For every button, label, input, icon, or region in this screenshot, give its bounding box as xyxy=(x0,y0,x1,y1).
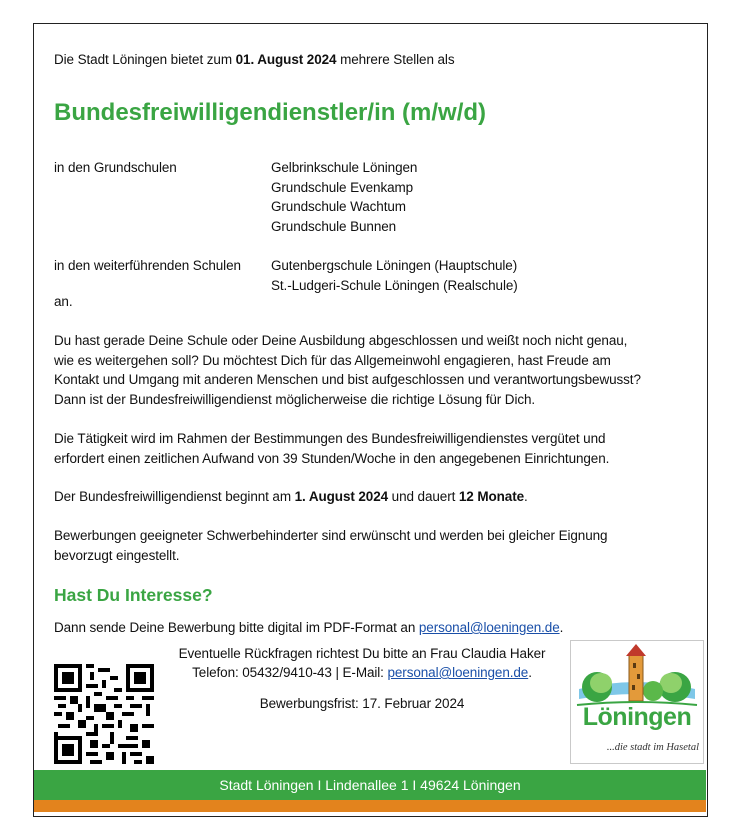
para1-line-2: wie es weitergehen soll? Du möchtest Dich für das Allgemeinwohl engagieren, hast Freude am xyxy=(54,352,611,368)
contact-text-end: . xyxy=(528,665,532,680)
weiterfuehrend-label: in den weiterführenden Schulen xyxy=(54,258,241,273)
para4-line-1: Bewerbungen geeigneter Schwerbehinderter sind erwünscht und werden bei gleicher Eignung xyxy=(54,528,608,543)
para4-line-2: bevorzugt eingestellt. xyxy=(54,547,180,563)
para3-text-middle: und dauert xyxy=(388,489,459,504)
contact-line-2 xyxy=(154,663,570,683)
apply-text: Dann sende Deine Bewerbung bitte digital im PDF-Format an xyxy=(54,620,419,635)
apply-line xyxy=(54,618,563,638)
para1-line-4: Dann ist der Bundesfreiwilligendienst möglicherweise die richtige Lösung für Dich. xyxy=(54,391,536,407)
para2-line-2: erfordert einen zeitlichen Aufwand von 39 Stunden/Woche in den angegebenen Einrichtungen. xyxy=(54,450,610,466)
weiterfuehrend-school-2: St.-Ludgeri-Schule Löningen (Realschule) xyxy=(271,277,518,293)
intro-line xyxy=(54,50,454,70)
intro-text: Die Stadt Löningen bietet zum xyxy=(54,52,236,67)
grundschulen-label: in den Grundschulen xyxy=(54,160,177,175)
interest-heading: Hast Du Interesse? xyxy=(54,585,213,605)
deadline: Bewerbungsfrist: 17. Februar 2024 xyxy=(259,696,465,711)
an-text: an. xyxy=(54,294,73,309)
qr-code[interactable] xyxy=(54,664,154,764)
para1-line-1: Du hast gerade Deine Schule oder Deine Ausbildung abgeschlossen und weißt noch nicht genau, xyxy=(54,333,628,348)
grundschule-4: Grundschule Bunnen xyxy=(271,218,397,234)
logo-tagline: ...die stadt im Hasetal xyxy=(606,742,699,753)
grundschule-3: Grundschule Wachtum xyxy=(271,199,406,214)
grundschule-1: Gelbrinkschule Löningen xyxy=(271,160,418,175)
intro-date: 01. August 2024 xyxy=(235,52,337,67)
job-posting-frame xyxy=(33,23,708,817)
apply-email-link[interactable]: personal@loeningen.de xyxy=(418,620,560,635)
contact-line-1: Eventuelle Rückfragen richtest Du bitte an Frau Claudia Haker xyxy=(178,646,546,661)
para3 xyxy=(54,487,528,507)
job-title: Bundesfreiwilligendienstler/in (m/w/d) xyxy=(54,99,487,126)
loeningen-logo xyxy=(570,640,704,764)
weiterfuehrend-school-1: Gutenbergschule Löningen (Hauptschule) xyxy=(271,258,518,273)
start-date: 1. August 2024 xyxy=(294,489,389,504)
intro-text-end: mehrere Stellen als xyxy=(336,52,455,67)
para3-text: Der Bundesfreiwilligendienst beginnt am xyxy=(54,489,295,504)
footer-orange-stripe xyxy=(34,800,706,812)
contact-email-link[interactable]: personal@loeningen.de xyxy=(387,665,529,680)
footer-address-bar: Stadt Löningen I Lindenallee 1 I 49624 Löningen xyxy=(34,770,706,800)
logo-name: Löningen xyxy=(582,703,692,731)
contact-phone: Telefon: 05432/9410-43 | E-Mail: xyxy=(192,665,388,680)
para1-line-3: Kontakt und Umgang mit anderen Menschen und bist aufgeschlossen und verantwortungsbewusst? xyxy=(54,372,641,387)
para3-text-end: . xyxy=(524,489,528,504)
duration: 12 Monate xyxy=(458,489,525,504)
apply-text-end: . xyxy=(559,620,564,635)
grundschule-2: Grundschule Evenkamp xyxy=(271,179,414,195)
para2-line-1: Die Tätigkeit wird im Rahmen der Bestimmungen des Bundesfreiwilligendienstes vergütet und xyxy=(54,431,606,446)
